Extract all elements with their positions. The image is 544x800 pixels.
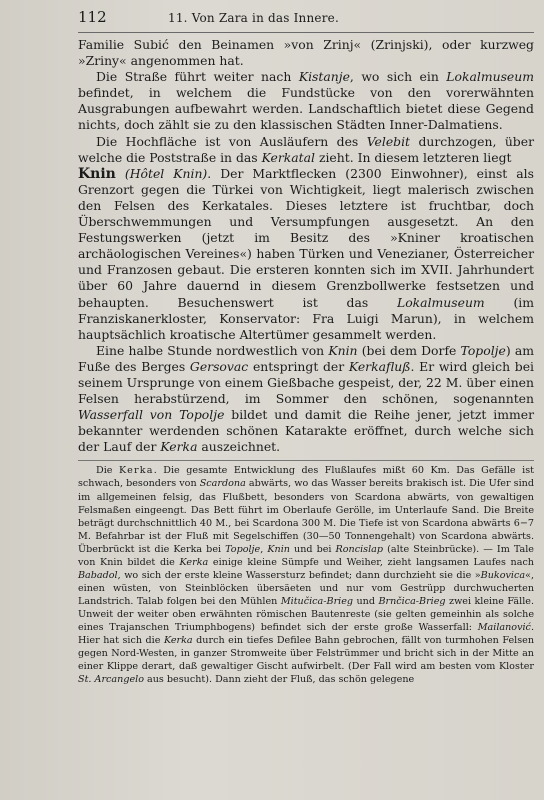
text-run: einige kleine Sümpfe und Weiher, zieht langsamen Laufes nach bbox=[208, 556, 534, 568]
italic-term: Mitučica-Brieg bbox=[280, 595, 354, 607]
page-number: 112 bbox=[78, 8, 107, 26]
italic-term: Brnčica-Brieg bbox=[378, 595, 446, 607]
italic-term: Kerkatal bbox=[261, 149, 315, 165]
body-paragraph bbox=[78, 37, 534, 69]
text-run: entspringt der bbox=[248, 358, 349, 374]
text-run: (im Franziskanerkloster, Konservator: Fra Luigi Marun), in welchem hauptsächlich kroatische Altertümer gesammelt werden. bbox=[78, 294, 534, 342]
text-run: . Er wird gleich bei seinem Ursprunge von einem Gießbache gespeist, der, 22 M. über einen Felsen herabstürzend, im Sommer den schönen, sogenannten bbox=[78, 358, 534, 407]
text-run bbox=[116, 166, 125, 181]
footnote bbox=[78, 464, 534, 686]
italic-term: Velebit bbox=[366, 133, 411, 149]
italic-term: St. Arcangelo bbox=[78, 674, 144, 686]
place-heading: Knin bbox=[78, 165, 116, 182]
italic-term: Gersovac bbox=[189, 358, 249, 374]
text-run: ) am Fuße des Berges bbox=[78, 342, 534, 374]
italic-term: Knin bbox=[267, 543, 290, 555]
text-run: aus besucht). Dann zieht der Fluß, das schön gelegene bbox=[143, 674, 415, 686]
body-paragraph bbox=[78, 343, 534, 456]
text-run: . Hier hat sich die bbox=[78, 622, 534, 647]
text-run: abwärts, wo das Wasser bereits brakisch ist. Die Ufer sind im allgemeinen felsig, das Flußbett, besonders von Scardona abwärts, von gewaltigen Felsmaßen eingeengt. Das Bett führt im Oberlaufe Gerölle, im Unterlaufe Sand. Die Breite beträgt durchschnittlich 40 M., bei Scardona 300 M. Die Tiefe ist von Scardona abwärts 6−7 M. Befahrbar ist der Fluß mit Segelschiffen (30—50 Tonnengehalt) von Scardona abwärts. Überbrückt ist die Kerka bei bbox=[78, 478, 534, 555]
knin-paragraph bbox=[78, 166, 534, 343]
italic-term: Mailanović bbox=[477, 622, 531, 633]
text-run: zwei kleine Fälle. Unweit der weiter oben erwähnten römischen Bautenreste (sie gelten gemeinhin als solche eines Trajanschen Triumphbogens) befindet sich der erste große Wasserfall: bbox=[78, 595, 535, 633]
text-run: auszeichnet. bbox=[197, 439, 281, 455]
text-run: bildet und damit die Reihe jener, jetzt immer bekannter werdenden schönen Katarakte eröffnet, durch welche sich der Lauf der bbox=[78, 407, 535, 455]
text-run: durchzogen, über welche die Poststraße in das bbox=[78, 133, 534, 165]
italic-term: Kistanje bbox=[298, 69, 350, 85]
body-paragraph bbox=[78, 69, 534, 133]
text-run: , wo sich der erste kleine Wassersturz befindet; dann durchzieht sie die » bbox=[117, 569, 481, 581]
footnote-divider bbox=[78, 460, 534, 461]
text-run: durch ein tiefes Defilee Bahn gebrochen, fällt von turmhohen Felsen gegen Nord-Westen, in ganzer Stromweite über Felstrümmer und bricht sich in der Mitte an einer Klippe derart, daß gewaltiger Gischt aufwirbelt. (Der Fall wird am besten vom Kloster bbox=[78, 635, 534, 673]
main-text bbox=[78, 37, 534, 455]
italic-term: Kerkafluß bbox=[348, 358, 411, 374]
running-title: 11. Von Zara in das Innere. bbox=[168, 11, 339, 25]
text-run: (alte Steinbrücke). — Im Tale von Knin bildet die bbox=[78, 543, 534, 568]
italic-term: Roncislap bbox=[335, 543, 384, 555]
italic-term: Scardona bbox=[199, 478, 246, 490]
body-paragraph bbox=[78, 134, 534, 166]
italic-term: Kerka bbox=[160, 439, 198, 455]
text-run: (bei dem Dorfe bbox=[357, 342, 461, 358]
text-run: Die Hochfläche ist von Ausläufern des bbox=[96, 133, 367, 149]
italic-term: Knin bbox=[328, 342, 358, 358]
text-run: . Der Marktflecken (2300 Einwohner), einst als Grenzort gegen die Türkei von Wichtigkeit, liegt malerisch zwischen den Felsen des Kerkatales. Dieses letztere ist fruchtbar, doch Überschwemmungen und Versumpfungen ausgesetzt. An den Festungswerken (jetzt im Besitz des »Kniner kroatischen archäologischen Vereines«) haben Türken und Venezianer, Österreicher und Franzosen gebaut. Die ersteren konnten sich im XVII. Jahrhundert über 60 Jahre dauernd in diesem Grenzbollwerke festsetzen und behaupten. Besuchenswert ist das bbox=[78, 165, 534, 310]
italic-term: Lokalmuseum bbox=[396, 294, 485, 310]
italic-term: Babadol bbox=[78, 569, 118, 581]
text-run: «, einen wüsten, von Steinblöcken übersäeten und nur vom Gestrüpp durchwucherten Landstrich. Talab folgen bei den Mühlen bbox=[78, 569, 534, 607]
text-run: Die bbox=[96, 465, 119, 477]
text-run: , wo sich ein bbox=[349, 69, 447, 85]
italic-term: (Hôtel Knin) bbox=[124, 165, 208, 181]
italic-term: Kerka bbox=[163, 635, 193, 647]
text-run: und bei bbox=[289, 543, 336, 555]
text-run: und bbox=[353, 595, 379, 607]
text-run: befindet, in welchem die Fundstücke von den vorerwähnten Ausgrabungen aufbewahrt werden. Landschaftlich bietet diese Gegend nichts, doch zählt sie zu den klassischen Städten Inner-Dalmatiens. bbox=[78, 85, 534, 133]
italic-term: Bukovica bbox=[480, 569, 526, 581]
text-run: , bbox=[260, 543, 268, 555]
italic-term: Topolje bbox=[460, 342, 506, 358]
text-run: zieht. In diesem letzteren liegt bbox=[315, 149, 512, 165]
italic-term: Topolje bbox=[225, 543, 261, 555]
footnote-paragraph bbox=[78, 464, 534, 686]
text-run: Familie Subić den Beinamen »von Zrinj« (Zrinjski), oder kurzweg »Zriny« angenommen hat. bbox=[78, 37, 534, 69]
text-run: . Die gesamte Entwicklung des Flußlaufes mißt 60 Km. Das Gefälle ist schwach, besonders von bbox=[78, 465, 534, 490]
italic-term: Wasserfall von Topolje bbox=[78, 407, 225, 423]
text-run: Die Straße führt weiter nach bbox=[96, 69, 299, 85]
text-run: Kerka bbox=[118, 465, 154, 477]
italic-term: Kerka bbox=[179, 556, 209, 568]
italic-term: Lokalmuseum bbox=[446, 69, 534, 85]
text-run: Eine halbe Stunde nordwestlich von bbox=[96, 342, 329, 358]
page-header bbox=[78, 8, 534, 33]
